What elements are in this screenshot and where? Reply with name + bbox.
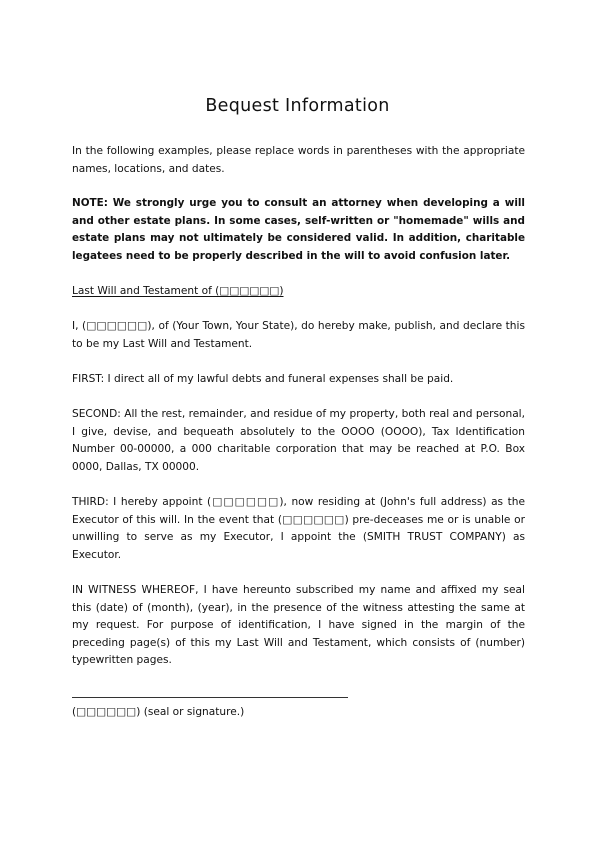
third-clause: THIRD: I hereby appoint (□□□□□□), now residing at (John's full address) as the Executor of this will. In the event that (□□□□□□) pre-deceases me or is unable or unwilling to serve as my Executor, I appoint the (SMITH TRUST COMPANY) as Executor.: [72, 496, 525, 561]
declaration-paragraph: I, (□□□□□□), of (Your Town, Your State), do hereby make, publish, and declare this to be my Last Will and Testament.: [72, 320, 525, 350]
note-paragraph: NOTE: We strongly urge you to consult an attorney when developing a will and other estate plans. In some cases, self-written or "homemade" wills and estate plans may not ultimately be considered valid. In addition, charitable legatees need to be properly described in the will to avoid confusion later.: [72, 197, 525, 262]
page-title: Bequest Information: [205, 96, 390, 116]
second-clause: SECOND: All the rest, remainder, and residue of my property, both real and personal, I give, devise, and bequeath absolutely to the OOOO (OOOO), Tax Identification Number 00-00000, a 000 charitable corporation that may be reached at P.O. Box 0000, Dallas, TX 00000.: [72, 408, 525, 473]
first-clause: FIRST: I direct all of my lawful debts and funeral expenses shall be paid.: [72, 373, 454, 385]
signature-caption: (□□□□□□) (seal or signature.): [72, 706, 245, 718]
intro-paragraph: In the following examples, please replace words in parentheses with the appropriate names, locations, and dates.: [72, 145, 525, 175]
will-heading-text: Last Will and Testament of (□□□□□□): [72, 285, 284, 297]
will-heading: [72, 283, 525, 301]
witness-clause: IN WITNESS WHEREOF, I have hereunto subscribed my name and affixed my seal this (date) of (month), (year), in the presence of the witness attesting the same at my request. For purpose of identification, I have signed in the margin of the preceding page(s) of this my Last Will and Testament, which consists of (number) typewritten pages.: [72, 584, 525, 667]
signature-line: [72, 697, 348, 698]
